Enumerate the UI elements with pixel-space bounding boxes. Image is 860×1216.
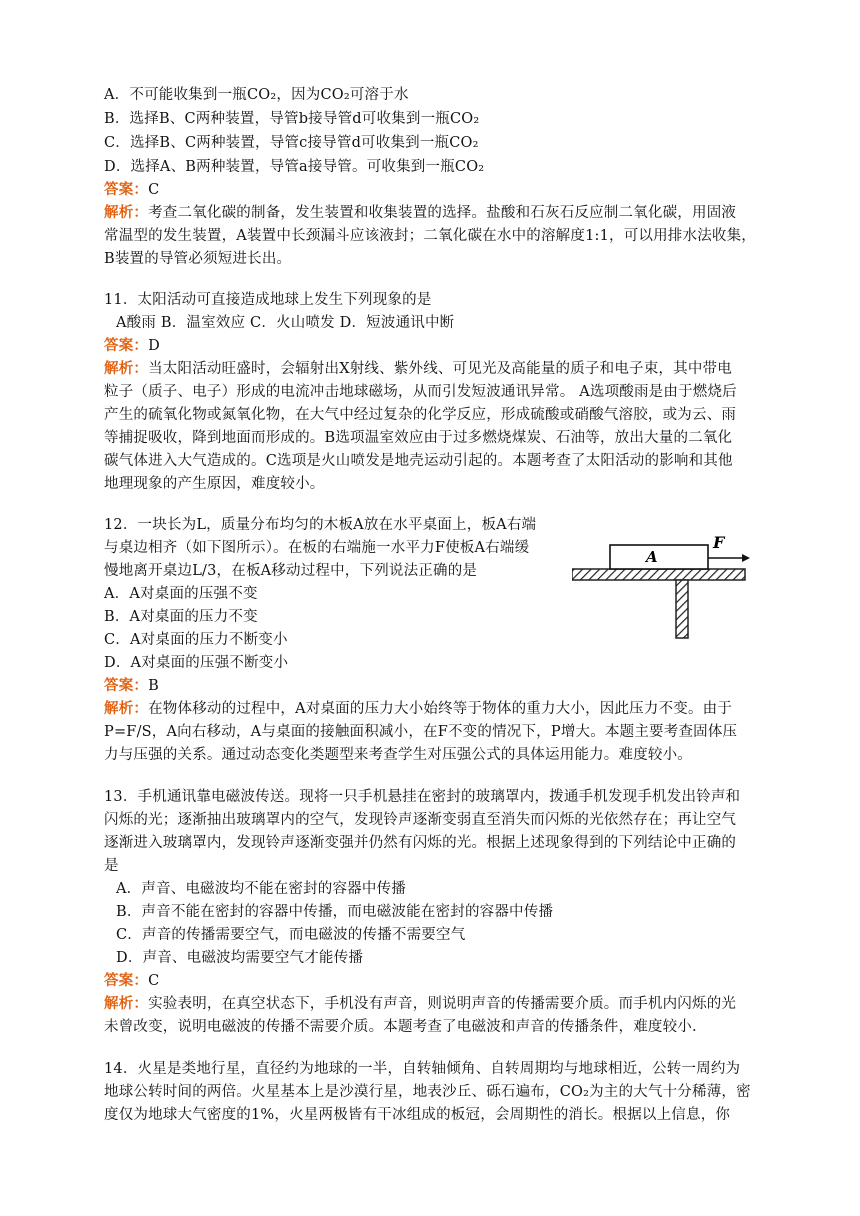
- answer-label: 答案：: [104, 677, 149, 694]
- q13-option-c: C．声音的传播需要空气，而电磁波的传播不需要空气: [116, 927, 466, 943]
- q12-explain-line-3: 力与压强的关系。通过动态变化类题型来考查学生对压强公式的具体运用能力。难度较小。: [104, 747, 692, 763]
- q10-option-b: B．选择B、C两种装置，导管b接导管d可收集到一瓶CO₂: [104, 111, 480, 127]
- q11-explain-line-2: 粒子（质子、电子）形成的电流冲击地球磁场，从而引发短波通讯异常。 A选项酸雨是由于燃烧后: [104, 384, 737, 400]
- q11-explain-line-5: 碳气体进入大气造成的。C选项是火山喷发是地壳运动引起的。本题考查了太阳活动的影响和其他: [104, 453, 733, 469]
- explain-label: 解析：: [104, 204, 149, 221]
- answer-label: 答案：: [104, 972, 149, 989]
- board-on-table-figure: [572, 528, 762, 648]
- q10-explain-text-1: 考查二氧化碳的制备，发生装置和收集装置的选择。盐酸和石灰石反应制二氧化碳，用固液: [148, 205, 737, 221]
- answer-label: 答案：: [104, 337, 149, 354]
- table-leg: [676, 580, 688, 638]
- q13-option-d: D．声音、电磁波均需要空气才能传播: [116, 950, 364, 966]
- q11-explain-line-4: 等捕捉吸收，降到地面而形成的。B选项温室效应由于过多燃烧煤炭、石油等，放出大量的二氧化: [104, 430, 733, 446]
- q12-option-a: A．A对桌面的压强不变: [104, 586, 258, 602]
- q10-option-c: C．选择B、C两种装置，导管c接导管d可收集到一瓶CO₂: [104, 135, 479, 151]
- q12-explain-line-2: P=F/S，A向右移动，A与桌面的接触面积减小，在F不变的情况下，P增大。本题主要考查固体压: [104, 724, 738, 740]
- explain-label: 解析：: [104, 995, 149, 1012]
- q11-explain-line-6: 地理现象的产生原因，难度较小。: [104, 476, 325, 492]
- q11-answer: D: [148, 338, 160, 354]
- q13-explain-line-1: [104, 995, 736, 1013]
- q13-stem-line-3: 逐渐进入玻璃罩内，发现铃声逐渐变强并仍然有闪烁的光。根据上述现象得到的下列结论中正确的: [104, 835, 737, 851]
- q13-answer: C: [148, 973, 160, 989]
- q13-explain-text-1: 实验表明，在真空状态下，手机没有声音，则说明声音的传播需要介质。而手机内闪烁的光: [148, 996, 737, 1012]
- q10-explain-line-1: [104, 204, 736, 222]
- q12-answer: B: [148, 678, 159, 694]
- explain-label: 解析：: [104, 360, 149, 377]
- explain-label: 解析：: [104, 700, 149, 717]
- q13-option-b: B．声音不能在密封的容器中传播，而电磁波能在密封的容器中传播: [116, 904, 554, 920]
- board-a: [610, 545, 708, 569]
- q12-explain-line-1: [104, 700, 732, 718]
- board-a-label: A: [646, 548, 658, 566]
- q11-explain-line-1: [104, 360, 732, 378]
- q10-option-d: D．选择A、B两种装置，导管a接导管。可收集到一瓶CO₂: [104, 159, 485, 175]
- q13-stem-line-4: 是: [104, 858, 119, 874]
- q12-answer-line: [104, 677, 159, 695]
- force-arrow-head: [742, 554, 750, 562]
- q11-explain-line-3: 产生的硫氧化物或氮氧化物，在大气中经过复杂的化学反应，形成硫酸或硝酸气溶胶，或为云、雨: [104, 407, 737, 423]
- table-top: [572, 569, 745, 580]
- q13-answer-line: [104, 972, 159, 990]
- q13-explain-line-2: 未曾改变，说明电磁波的传播不需要介质。本题考查了电磁波和声音的传播条件，难度较小.: [104, 1019, 697, 1035]
- q13-stem-line-2: 闪烁的光；逐渐抽出玻璃罩内的空气，发现铃声逐渐变弱直至消失而闪烁的光依然存在；再让空气: [104, 812, 737, 828]
- q10-explain-line-2: 常温型的发生装置，A装置中长颈漏斗应该液封；二氧化碳在水中的溶解度1:1，可以用排水法收集，: [104, 228, 757, 244]
- q12-stem-line-2: 与桌边相齐（如下图所示）。在板的右端施一水平力F使板A右端缓: [104, 540, 530, 556]
- q10-explain-line-3: B装置的导管必须短进长出。: [104, 251, 292, 267]
- q12-option-d: D．A对桌面的压强不断变小: [104, 655, 289, 671]
- q11-answer-line: [104, 337, 160, 355]
- q12-stem-line-1: 12．一块长为L，质量分布均匀的木板A放在水平桌面上，板A右端: [104, 517, 537, 533]
- q11-explain-text-1: 当太阳活动旺盛时，会辐射出X射线、紫外线、可见光及高能量的质子和电子束，其中带电: [148, 361, 732, 377]
- q12-option-c: C．A对桌面的压力不断变小: [104, 632, 288, 648]
- q11-options: A酸雨 B．温室效应 C．火山喷发 D．短波通讯中断: [116, 315, 455, 331]
- force-f-label: F: [713, 533, 725, 552]
- q12-explain-text-1: 在物体移动的过程中，A对桌面的压力大小始终等于物体的重力大小，因此压力不变。由于: [148, 701, 733, 717]
- q13-option-a: A．声音、电磁波均不能在密封的容器中传播: [116, 881, 406, 897]
- q14-stem-line-3: 度仅为地球大气密度的1%，火星两极皆有干冰组成的板冠，会周期性的消长。根据以上信息，你: [104, 1107, 731, 1123]
- q14-stem-line-1: 14．火星是类地行星，直径约为地球的一半，自转轴倾角、自转周期均与地球相近，公转一周约为: [104, 1061, 741, 1077]
- answer-label: 答案：: [104, 181, 149, 198]
- q11-stem: 11．太阳活动可直接造成地球上发生下列现象的是: [104, 292, 432, 308]
- q14-stem-line-2: 地球公转时间的两倍。火星基本上是沙漠行星，地表沙丘、砾石遍布，CO₂为主的大气十分稀薄，密: [104, 1084, 751, 1100]
- q10-answer-line: [104, 181, 159, 199]
- q13-stem-line-1: 13．手机通讯靠电磁波传送。现将一只手机悬挂在密封的玻璃罩内，拨通手机发现手机发出铃声和: [104, 789, 741, 805]
- q10-option-a: A．不可能收集到一瓶CO₂，因为CO₂可溶于水: [104, 87, 409, 103]
- q12-option-b: B．A对桌面的压力不变: [104, 609, 258, 625]
- q12-stem-line-3: 慢地离开桌边L/3，在板A移动过程中，下列说法正确的是: [104, 563, 478, 579]
- q10-answer: C: [148, 182, 160, 198]
